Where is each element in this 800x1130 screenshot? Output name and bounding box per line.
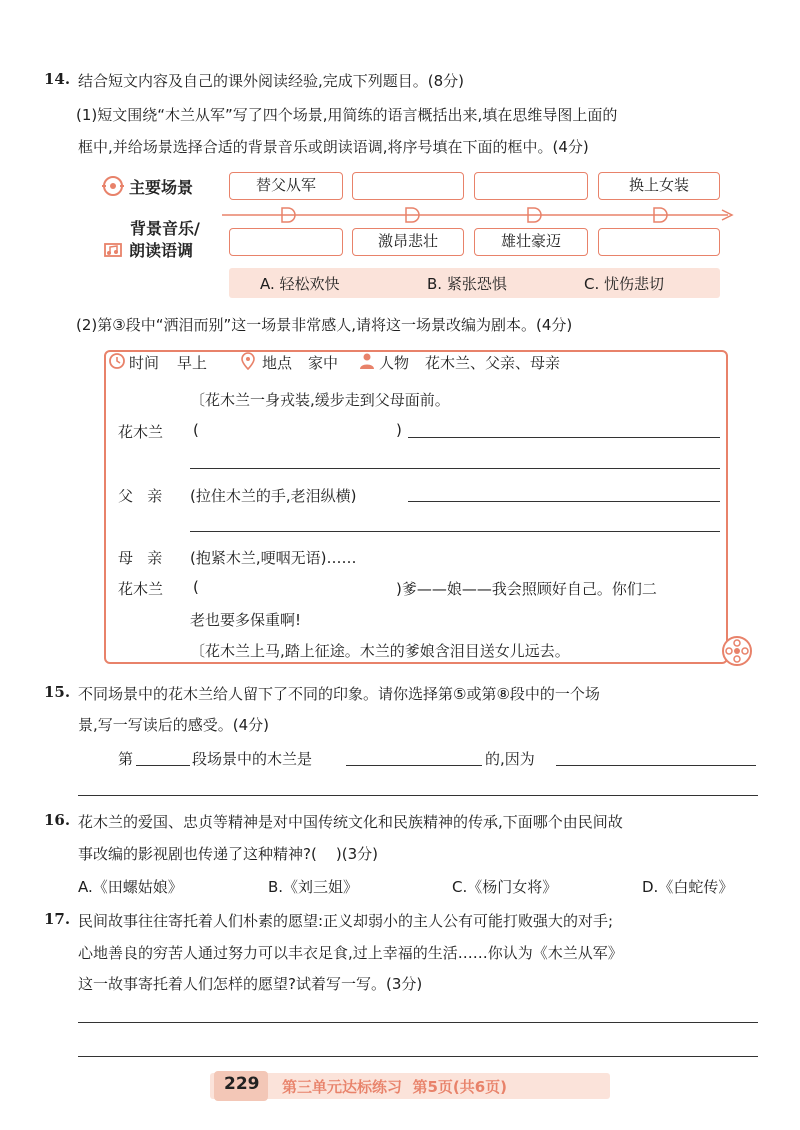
stage-direction-2: 〔花木兰上马,踏上征途。木兰的爹娘含泪目送女儿远去。 [190, 642, 570, 660]
q14-number: 14. [44, 70, 71, 88]
mood-option-a: A. 轻松欢快 [260, 275, 340, 293]
scene-box-4[interactable]: 换上女装 [598, 172, 720, 200]
film-icon [100, 175, 126, 197]
role-father: 父 亲 [118, 487, 163, 505]
q14-stem: 结合短文内容及自己的课外阅读经验,完成下列题目。(8分) [78, 72, 465, 90]
q15-line1: 不同场景中的花木兰给人留下了不同的印象。请你选择第⑤或第⑧段中的一个场 [78, 685, 600, 703]
scene-box-2[interactable] [352, 172, 464, 200]
music-box-1[interactable] [229, 228, 343, 256]
music-label-1: 背景音乐/ [130, 219, 200, 238]
people-label: 人物 [379, 354, 410, 372]
people-value: 花木兰、父亲、母亲 [425, 354, 561, 372]
film-reel-icon [720, 634, 754, 668]
q15-blank-paragraph[interactable] [136, 765, 190, 766]
paren-close-1: ) [396, 421, 402, 439]
person-icon [359, 352, 375, 370]
q15-line2: 景,写一写读后的感受。(4分) [78, 716, 270, 734]
q15-fill-c: 的,因为 [485, 750, 535, 768]
q14-sub2: (2)第③段中“洒泪而别”这一场景非常感人,请将这一场景改编为剧本。(4分) [76, 316, 573, 334]
mindmap [0, 0, 800, 310]
music-box-3[interactable]: 雄壮豪迈 [474, 228, 588, 256]
scene-label: 主要场景 [129, 178, 194, 197]
time-value: 早上 [177, 354, 208, 372]
music-label-2: 朗读语调 [129, 241, 194, 260]
answer-line-father-2[interactable] [190, 531, 720, 532]
q16-line1: 花木兰的爱国、忠贞等精神是对中国传统文化和民族精神的传承,下面哪个由民间故 [78, 813, 623, 831]
q16-number: 16. [44, 811, 71, 829]
q14-sub1-line1: (1)短文围绕“木兰从军”写了四个场景,用简练的语言概括出来,填在思维导图上面的 [76, 106, 618, 124]
q15-fill-b: 段场景中的木兰是 [192, 750, 313, 768]
mood-option-b: B. 紧张恐惧 [427, 275, 507, 293]
mother-direction: (抱紧木兰,哽咽无语)…… [190, 549, 357, 567]
answer-line-hua-2[interactable] [190, 468, 720, 469]
q16-line2: 事改编的影视剧也传递了这种精神?( )(3分) [78, 845, 378, 863]
answer-line-father-1[interactable] [408, 501, 720, 502]
page-number: 229 [224, 1074, 260, 1094]
role-hua-2: 花木兰 [118, 580, 164, 598]
scene-box-1[interactable]: 替父从军 [229, 172, 343, 200]
father-direction: (拉住木兰的手,老泪纵横) [190, 487, 357, 505]
q16-option-a[interactable]: A.《田螺姑娘》 [78, 878, 183, 896]
music-note-icon [102, 240, 126, 260]
q15-blank-trait[interactable] [346, 765, 482, 766]
music-box-4[interactable] [598, 228, 720, 256]
place-value: 家中 [308, 354, 339, 372]
q14-sub1-line2: 框中,并给场景选择合适的背景音乐或朗读语调,将序号填在下面的框中。(4分) [78, 138, 589, 156]
q17-answer-line-1[interactable] [78, 1022, 758, 1023]
footer-text: 第三单元达标练习 第5页(共6页) [282, 1078, 508, 1096]
q17-number: 17. [44, 910, 71, 928]
q16-option-d[interactable]: D.《白蛇传》 [642, 878, 734, 896]
q15-answer-line[interactable] [78, 795, 758, 796]
q16-option-b[interactable]: B.《刘三姐》 [268, 878, 359, 896]
clock-icon [108, 352, 126, 370]
time-label: 时间 [129, 354, 160, 372]
q17-line2: 心地善良的穷苦人通过努力可以丰衣足食,过上幸福的生活……你认为《木兰从军》 [78, 944, 623, 962]
music-box-2[interactable]: 激昂悲壮 [352, 228, 464, 256]
role-hua-1: 花木兰 [118, 423, 164, 441]
location-pin-icon [240, 352, 256, 370]
q15-blank-reason[interactable] [556, 765, 756, 766]
q15-number: 15. [44, 683, 71, 701]
mood-option-c: C. 忧伤悲切 [584, 275, 665, 293]
paren-open-2: ( [193, 578, 199, 596]
place-label: 地点 [262, 354, 293, 372]
stage-direction-1: 〔花木兰一身戎装,缓步走到父母面前。 [190, 391, 450, 409]
timeline-arrow [222, 204, 738, 226]
scene-box-3[interactable] [474, 172, 588, 200]
q17-answer-line-2[interactable] [78, 1056, 758, 1057]
role-mother: 母 亲 [118, 549, 163, 567]
q16-option-c[interactable]: C.《杨门女将》 [452, 878, 558, 896]
q15-fill-a: 第 [118, 750, 134, 768]
hua-final-line-cont: 老也要多保重啊! [190, 611, 302, 629]
hua-final-line: )爹——娘——我会照顾好自己。你们二 [396, 580, 657, 598]
q17-line1: 民间故事往往寄托着人们朴素的愿望:正义却弱小的主人公有可能打败强大的对手; [78, 912, 614, 930]
paren-open-1: ( [193, 421, 199, 439]
q17-line3: 这一故事寄托着人们怎样的愿望?试着写一写。(3分) [78, 975, 423, 993]
answer-line-hua-1[interactable] [408, 437, 720, 438]
